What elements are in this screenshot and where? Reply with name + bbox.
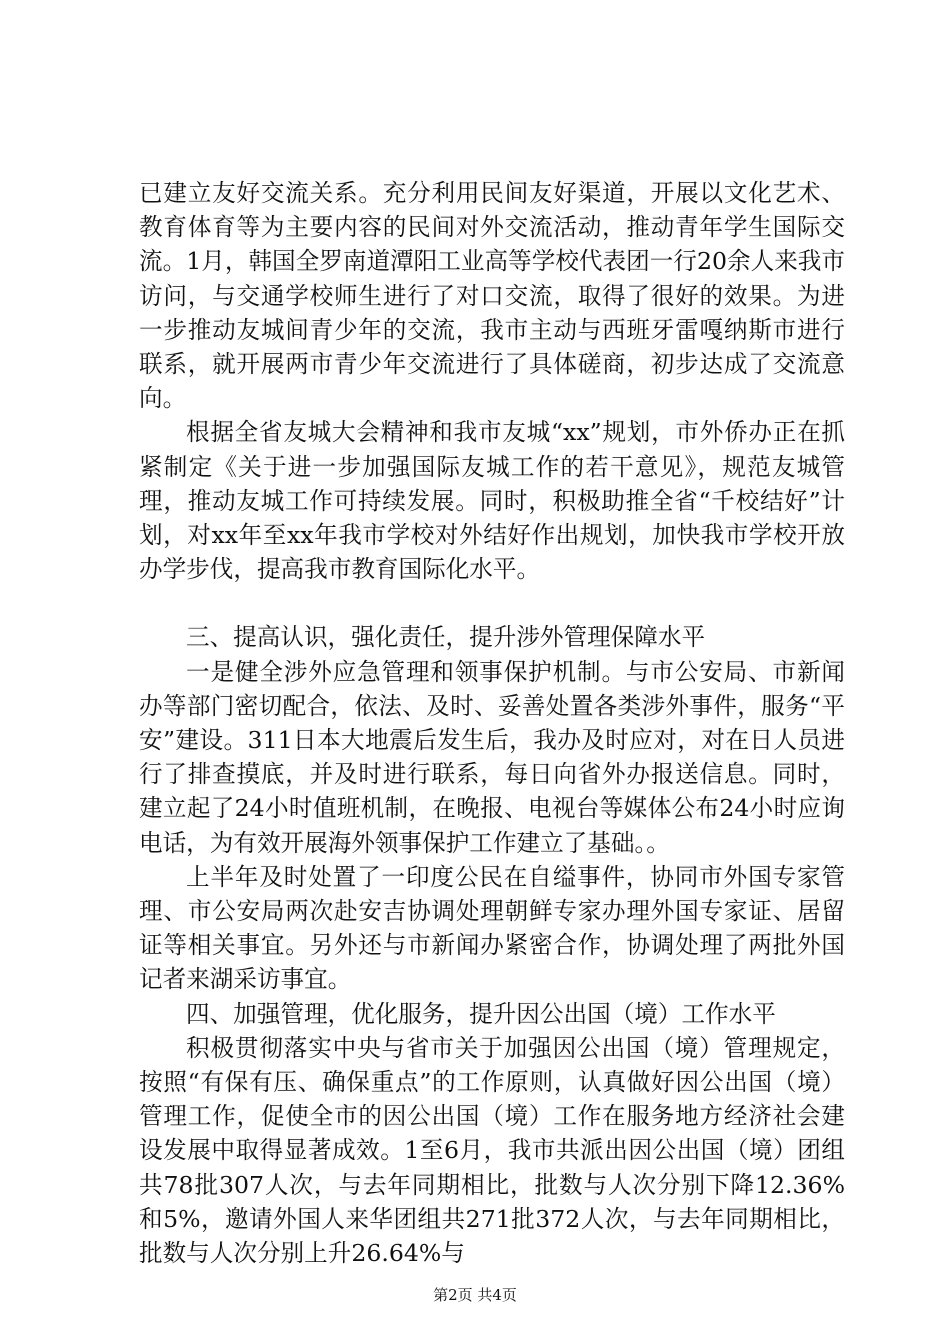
paragraph-incident-handling: 上半年及时处置了一印度公民在自缢事件，协同市外国专家管理、市公安局两次赴安吉协调处理朝鲜专家办理外国专家证、居留证等相关事宜。另外还与市新闻办紧密合作，协调处理了两批外国记者来湖采访事宜。 — [139, 862, 845, 994]
page-footer: 第2页 共4页 — [433, 1286, 517, 1304]
paragraph-consular-protection: 一是健全涉外应急管理和领事保护机制。与市公安局、市新闻办等部门密切配合，依法、及时、妥善处置各类涉外事件，服务“平安”建设。311日本大地震后发生后，我办及时应对，对在日人员进行了排查摸底，并及时进行联系，每日向省外办报送信息。同时，建立起了24小时值班机制，在晚报、电视台等媒体公布24小时应询电话，为有效开展海外领事保护工作建立了基础。。 — [139, 657, 845, 857]
section-heading-3: 三、提高认识，强化责任，提升涉外管理保障水平 — [186, 623, 706, 652]
paragraph-outbound-travel: 积极贯彻落实中央与省市关于加强因公出国（境）管理规定，按照“有保有压、确保重点”的工作原则，认真做好因公出国（境）管理工作，促使全市的因公出国（境）工作在服务地方经济社会建设发展中取得显著成效。1至6月，我市共派出因公出国（境）团组共78批307人次，与去年同期相比，批数与人次分别下降12.36%和5%，邀请外国人来华团组共271批372人次，与去年同期相比，批数与人次分别上升26.64%与 — [139, 1033, 845, 1268]
paragraph-sister-city-plan: 根据全省友城大会精神和我市友城“xx”规划，市外侨办正在抓紧制定《关于进一步加强国际友城工作的若干意见》，规范友城管理，推动友城工作可持续发展。同时，积极助推全省“千校结好”计划，对xx年至xx年我市学校对外结好作出规划，加快我市学校开放办学步伐，提高我市教育国际化水平。 — [139, 418, 845, 584]
section-heading-4: 四、加强管理，优化服务，提升因公出国（境）工作水平 — [186, 999, 776, 1028]
paragraph-continuation: 已建立友好交流关系。充分利用民间友好渠道，开展以文化艺术、教育体育等为主要内容的民间对外交流活动，推动青年学生国际交流。1月，韩国全罗南道潭阳工业高等学校代表团一行20余人来我市访问，与交通学校师生进行了对口交流，取得了很好的效果。为进一步推动友城间青少年的交流，我市主动与西班牙雷嘎纳斯市进行联系，就开展两市青少年交流进行了具体磋商，初步达成了交流意向。 — [139, 179, 845, 413]
document-body — [139, 176, 845, 1270]
